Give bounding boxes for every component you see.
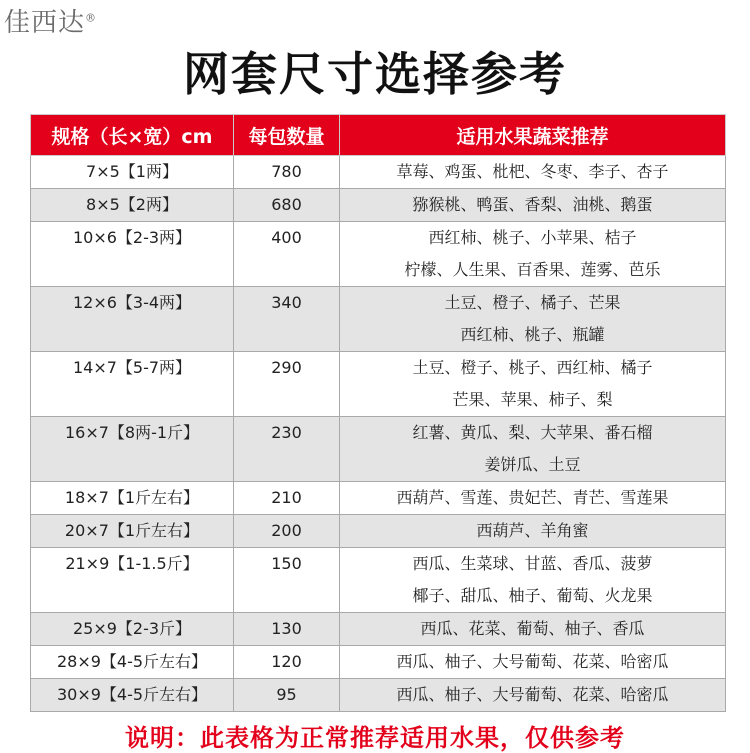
recommendation-cell xyxy=(340,287,726,352)
recommendation-line: 西葫芦、雪莲、贵妃芒、青芒、雪莲果 xyxy=(396,488,669,507)
size-cell xyxy=(31,352,234,417)
recommendation-line: 西瓜、花菜、葡萄、柚子、香瓜 xyxy=(420,619,645,638)
table-body xyxy=(31,156,726,712)
size-cell xyxy=(31,222,234,287)
size-value: 30×9【4-5斤左右】 xyxy=(56,685,208,704)
size-value: 25×9【2-3斤】 xyxy=(72,619,192,638)
table-row xyxy=(31,646,726,679)
recommendation-cell xyxy=(340,417,726,482)
recommendation-line: 猕猴桃、鸭蛋、香梨、油桃、鹅蛋 xyxy=(412,195,653,214)
table-row xyxy=(31,482,726,515)
recommendation-line: 西瓜、生菜球、甘蓝、香瓜、菠萝 xyxy=(412,554,653,573)
recommendation-cell xyxy=(340,679,726,712)
recommendation-cell xyxy=(340,189,726,222)
size-cell xyxy=(31,646,234,679)
recommendation-cell xyxy=(340,548,726,613)
quantity-value: 340 xyxy=(271,293,302,312)
table-row xyxy=(31,613,726,646)
table-row xyxy=(31,222,726,287)
table-row xyxy=(31,156,726,189)
size-value: 7×5【1两】 xyxy=(86,162,178,181)
recommendation-cell xyxy=(340,515,726,548)
quantity-value: 120 xyxy=(271,652,302,671)
size-cell xyxy=(31,515,234,548)
table-row xyxy=(31,189,726,222)
header-recommendation: 适用水果蔬菜推荐 xyxy=(340,115,726,156)
recommendation-line: 姜饼瓜、土豆 xyxy=(484,455,581,474)
size-value: 21×9【1-1.5斤】 xyxy=(65,554,199,573)
recommendation-line: 西红柿、桃子、瓶罐 xyxy=(460,325,605,344)
quantity-cell xyxy=(234,646,340,679)
quantity-value: 150 xyxy=(271,554,302,573)
quantity-cell xyxy=(234,515,340,548)
quantity-cell xyxy=(234,222,340,287)
table-row xyxy=(31,417,726,482)
quantity-cell xyxy=(234,679,340,712)
quantity-value: 680 xyxy=(271,195,302,214)
size-cell xyxy=(31,417,234,482)
size-cell xyxy=(31,482,234,515)
recommendation-cell xyxy=(340,482,726,515)
recommendation-cell xyxy=(340,613,726,646)
quantity-value: 780 xyxy=(271,162,302,181)
table-row xyxy=(31,548,726,613)
recommendation-line: 西瓜、柚子、大号葡萄、花菜、哈密瓜 xyxy=(396,652,669,671)
quantity-value: 290 xyxy=(271,358,302,377)
recommendation-line: 芒果、苹果、柿子、梨 xyxy=(452,390,613,409)
size-value: 18×7【1斤左右】 xyxy=(64,488,200,507)
quantity-cell xyxy=(234,548,340,613)
table-row xyxy=(31,679,726,712)
quantity-cell xyxy=(234,613,340,646)
page-title: 网套尺寸选择参考 xyxy=(183,47,567,101)
size-value: 20×7【1斤左右】 xyxy=(64,521,200,540)
size-cell xyxy=(31,548,234,613)
size-value: 28×9【4-5斤左右】 xyxy=(56,652,208,671)
size-cell xyxy=(31,189,234,222)
recommendation-line: 柠檬、人生果、百香果、莲雾、芭乐 xyxy=(404,260,661,279)
size-table xyxy=(30,114,726,712)
quantity-cell xyxy=(234,287,340,352)
quantity-cell xyxy=(234,482,340,515)
brand-logo xyxy=(4,2,97,39)
table-header-row xyxy=(31,115,726,156)
table-row xyxy=(31,352,726,417)
header-size: 规格（长×宽）cm xyxy=(31,115,234,156)
recommendation-cell xyxy=(340,156,726,189)
quantity-value: 200 xyxy=(271,521,302,540)
recommendation-line: 西葫芦、羊角蜜 xyxy=(476,521,589,540)
quantity-value: 95 xyxy=(276,685,297,704)
quantity-value: 230 xyxy=(271,423,302,442)
quantity-value: 210 xyxy=(271,488,302,507)
size-cell xyxy=(31,679,234,712)
brand-logo-text: 佳西达 xyxy=(4,8,86,38)
footnote: 说明：此表格为正常推荐适用水果，仅供参考 xyxy=(125,724,625,752)
recommendation-cell xyxy=(340,352,726,417)
registered-mark: ® xyxy=(85,11,98,25)
recommendation-line: 土豆、橙子、橘子、芒果 xyxy=(444,293,621,312)
quantity-cell xyxy=(234,156,340,189)
table-row xyxy=(31,287,726,352)
recommendation-cell xyxy=(340,646,726,679)
recommendation-line: 西瓜、柚子、大号葡萄、花菜、哈密瓜 xyxy=(396,685,669,704)
recommendation-line: 椰子、甜瓜、柚子、葡萄、火龙果 xyxy=(412,586,653,605)
size-value: 10×6【2-3两】 xyxy=(72,228,192,247)
size-value: 14×7【5-7两】 xyxy=(72,358,192,377)
size-cell xyxy=(31,287,234,352)
size-value: 16×7【8两-1斤】 xyxy=(64,423,200,442)
recommendation-line: 草莓、鸡蛋、枇杷、冬枣、李子、杏子 xyxy=(396,162,669,181)
recommendation-line: 土豆、橙子、桃子、西红柿、橘子 xyxy=(412,358,653,377)
quantity-value: 400 xyxy=(271,228,302,247)
size-cell xyxy=(31,613,234,646)
quantity-cell xyxy=(234,417,340,482)
table-row xyxy=(31,515,726,548)
quantity-cell xyxy=(234,352,340,417)
recommendation-line: 红薯、黄瓜、梨、大苹果、番石榴 xyxy=(412,423,653,442)
header-quantity: 每包数量 xyxy=(234,115,340,156)
recommendation-cell xyxy=(340,222,726,287)
quantity-value: 130 xyxy=(271,619,302,638)
size-cell xyxy=(31,156,234,189)
quantity-cell xyxy=(234,189,340,222)
size-value: 8×5【2两】 xyxy=(86,195,178,214)
recommendation-line: 西红柿、桃子、小苹果、桔子 xyxy=(428,228,637,247)
size-value: 12×6【3-4两】 xyxy=(72,293,192,312)
